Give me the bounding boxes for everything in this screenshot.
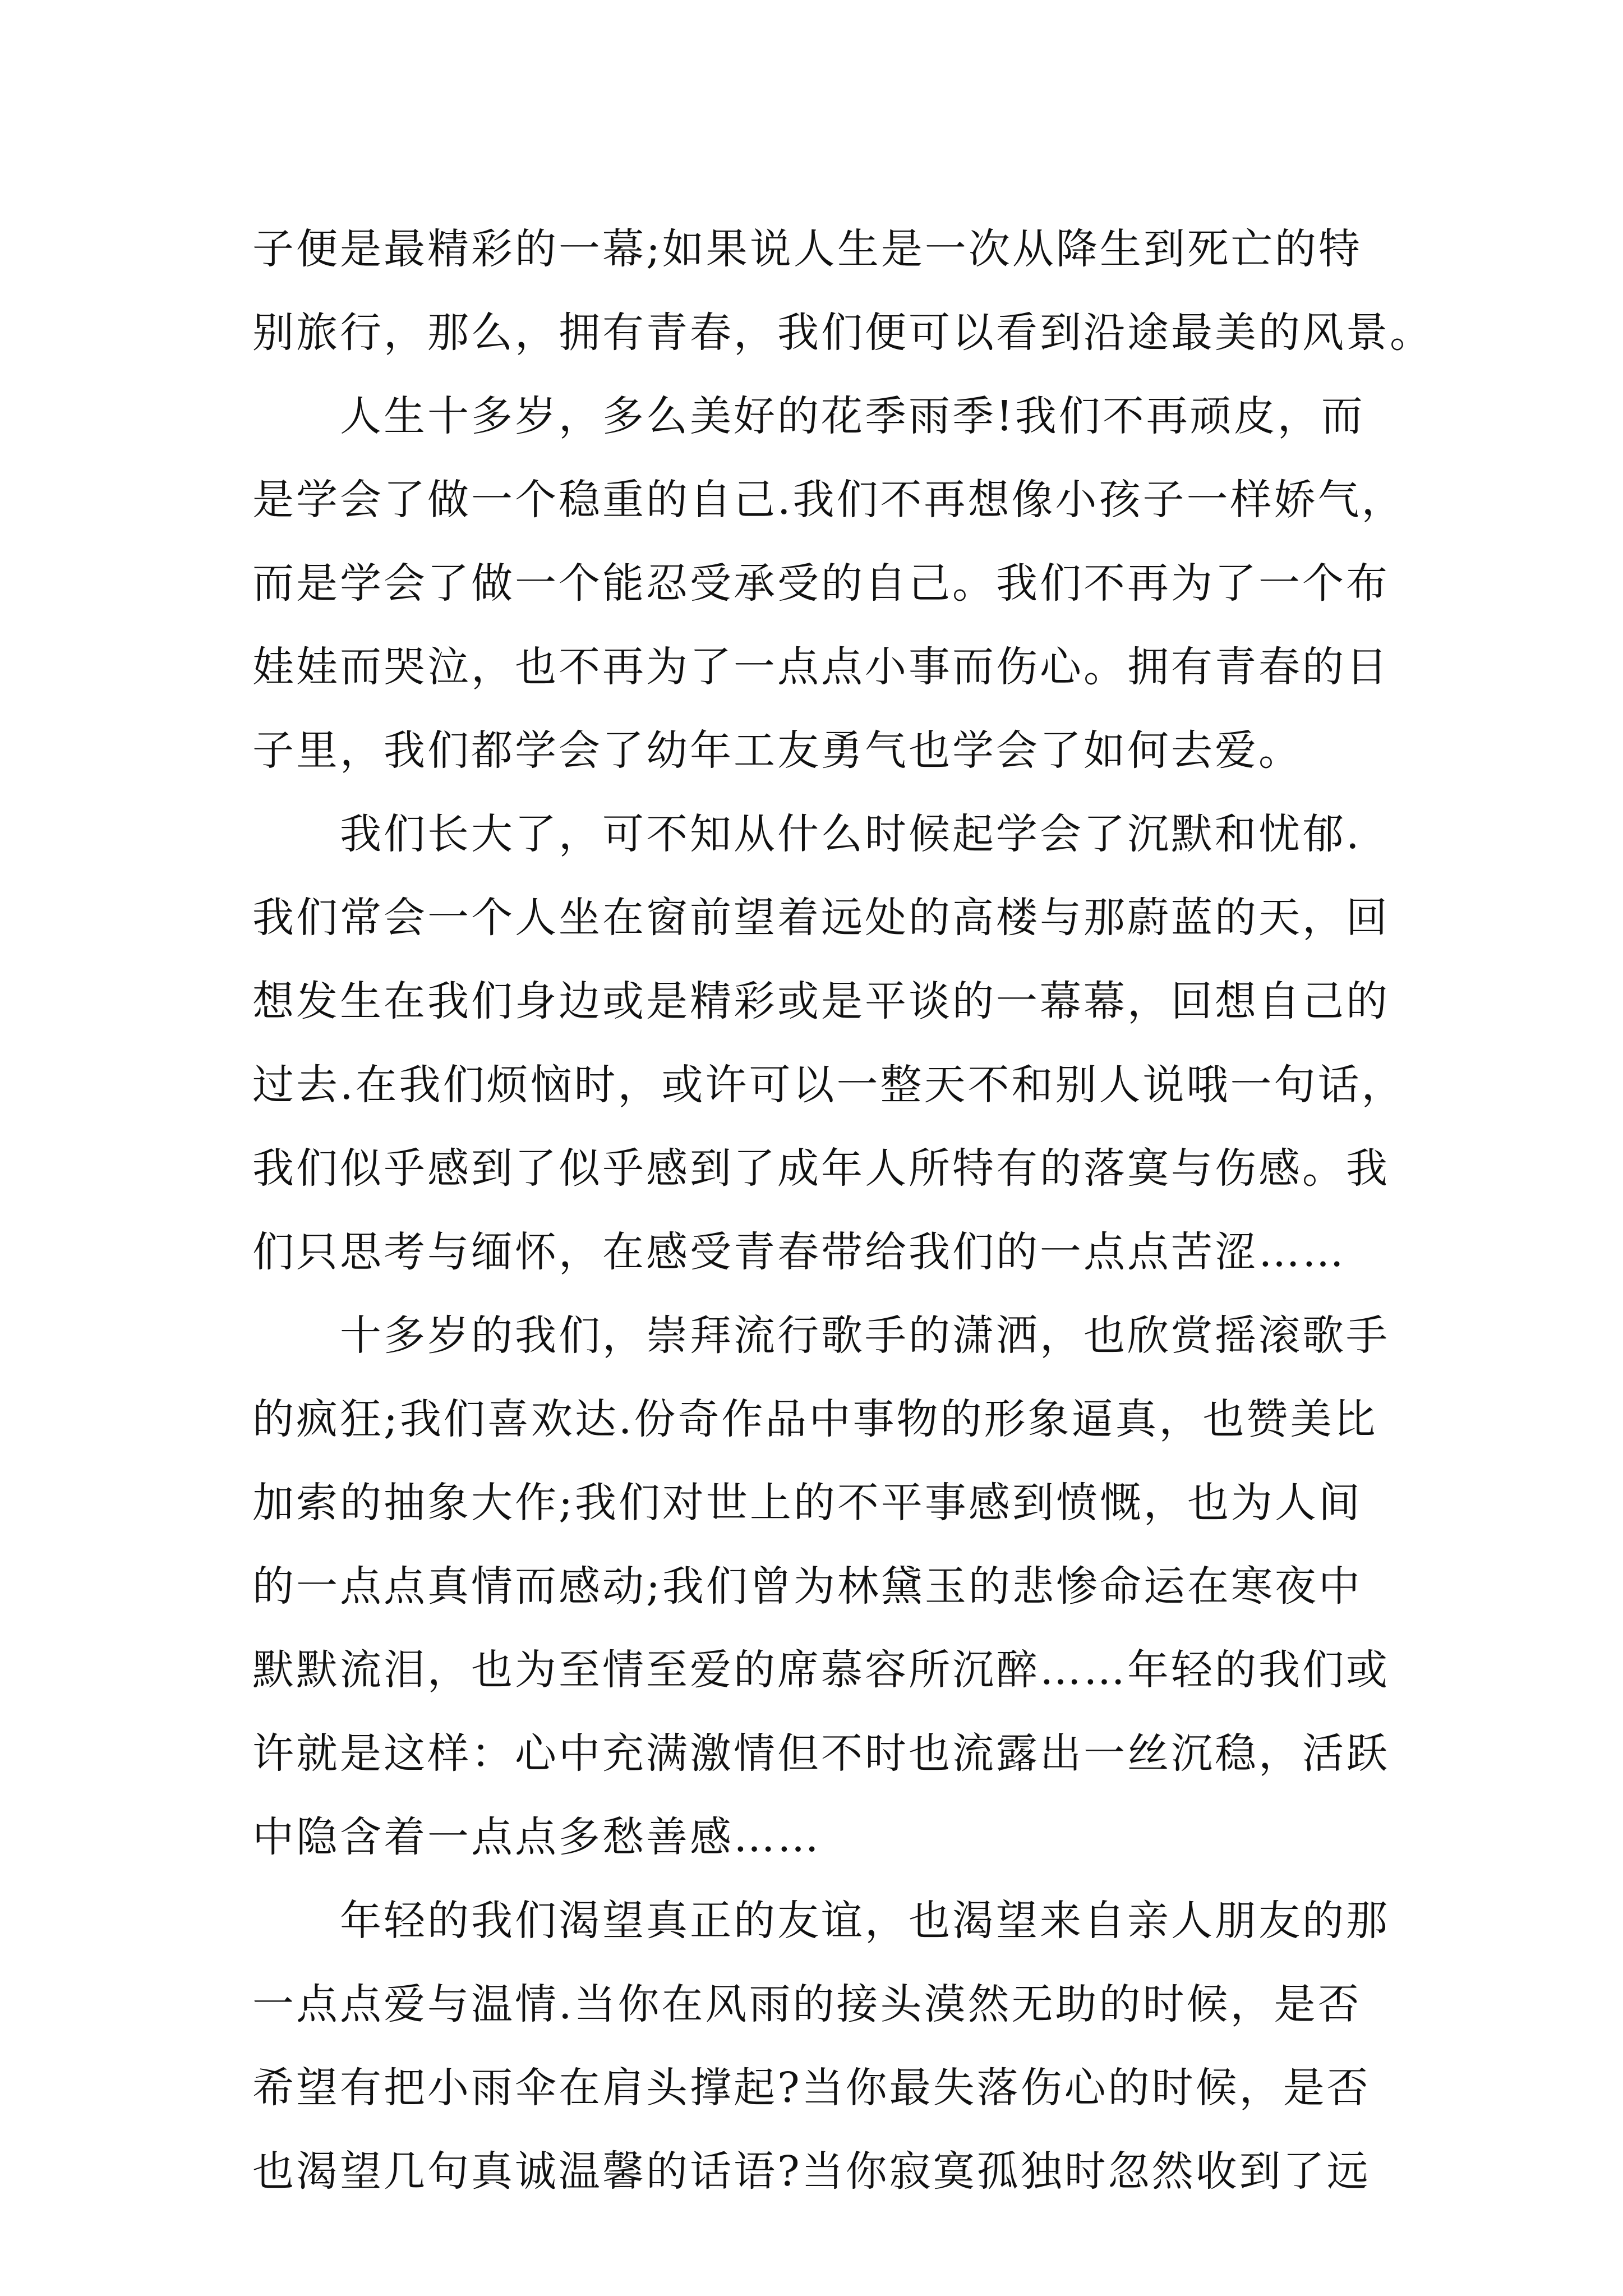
paragraph-start-line: 十多岁的我们，崇拜流行歌手的潇洒，也欣赏摇滚歌手 (340, 1312, 1390, 1360)
body-text (252, 208, 1433, 2214)
text-line: 过去.在我们烦恼时，或许可以一整天不和别人说哦一句话， (252, 1061, 1405, 1109)
text-line: 我们常会一个人坐在窗前望着远处的高楼与那蔚蓝的天，回 (252, 894, 1390, 942)
text-line: 是学会了做一个稳重的自己.我们不再想像小孩子一样娇气， (252, 476, 1405, 524)
text-line: 的一点点真情而感动;我们曾为林黛玉的悲惨命运在寒夜中 (252, 1562, 1362, 1611)
paragraph-start-line: 人生十多岁，多么美好的花季雨季!我们不再顽皮，而 (340, 392, 1365, 440)
text-line: 默默流泪，也为至情至爱的席慕容所沉醉……年轻的我们或 (252, 1646, 1390, 1694)
text-line: 想发生在我们身边或是精彩或是平谈的一幕幕，回想自己的 (252, 977, 1390, 1025)
text-line: 别旅行，那么，拥有青春，我们便可以看到沿途最美的风景。 (252, 309, 1433, 357)
text-line: 一点点爱与温情.当你在风雨的接头漠然无助的时候，是否 (252, 1980, 1362, 2028)
text-line: 也渴望几句真诚温馨的话语?当你寂寞孤独时忽然收到了远 (252, 2147, 1371, 2196)
paragraph-start-line: 我们长大了，可不知从什么时候起学会了沉默和忧郁. (340, 810, 1362, 858)
text-line: 我们似乎感到了似乎感到了成年人所特有的落寞与伤感。我 (252, 1144, 1390, 1193)
text-line: 加索的抽象大作;我们对世上的不平事感到愤慨，也为人间 (252, 1479, 1362, 1527)
text-line: 许就是这样：心中充满激情但不时也流露出一丝沉稳，活跃 (252, 1729, 1390, 1778)
text-line: 希望有把小雨伞在肩头撑起?当你最失落伤心的时候，是否 (252, 2064, 1371, 2112)
paragraph-start-line: 年轻的我们渴望真正的友谊，也渴望来自亲人朋友的那 (340, 1897, 1390, 1945)
text-line: 的疯狂;我们喜欢达.份奇作品中事物的形象逼真，也赞美比 (252, 1395, 1378, 1443)
text-line: 而是学会了做一个能忍受承受的自己。我们不再为了一个布 (252, 559, 1390, 608)
text-line: 们只思考与缅怀，在感受青春带给我们的一点点苦涩…… (252, 1228, 1346, 1276)
text-line: 子便是最精彩的一幕;如果说人生是一次从降生到死亡的特 (252, 225, 1362, 273)
text-line: 中隐含着一点点多愁善感…… (252, 1813, 821, 1861)
text-line: 子里，我们都学会了幼年工友勇气也学会了如何去爱。 (252, 726, 1302, 775)
text-line: 娃娃而哭泣，也不再为了一点点小事而伤心。拥有青春的日 (252, 643, 1390, 691)
